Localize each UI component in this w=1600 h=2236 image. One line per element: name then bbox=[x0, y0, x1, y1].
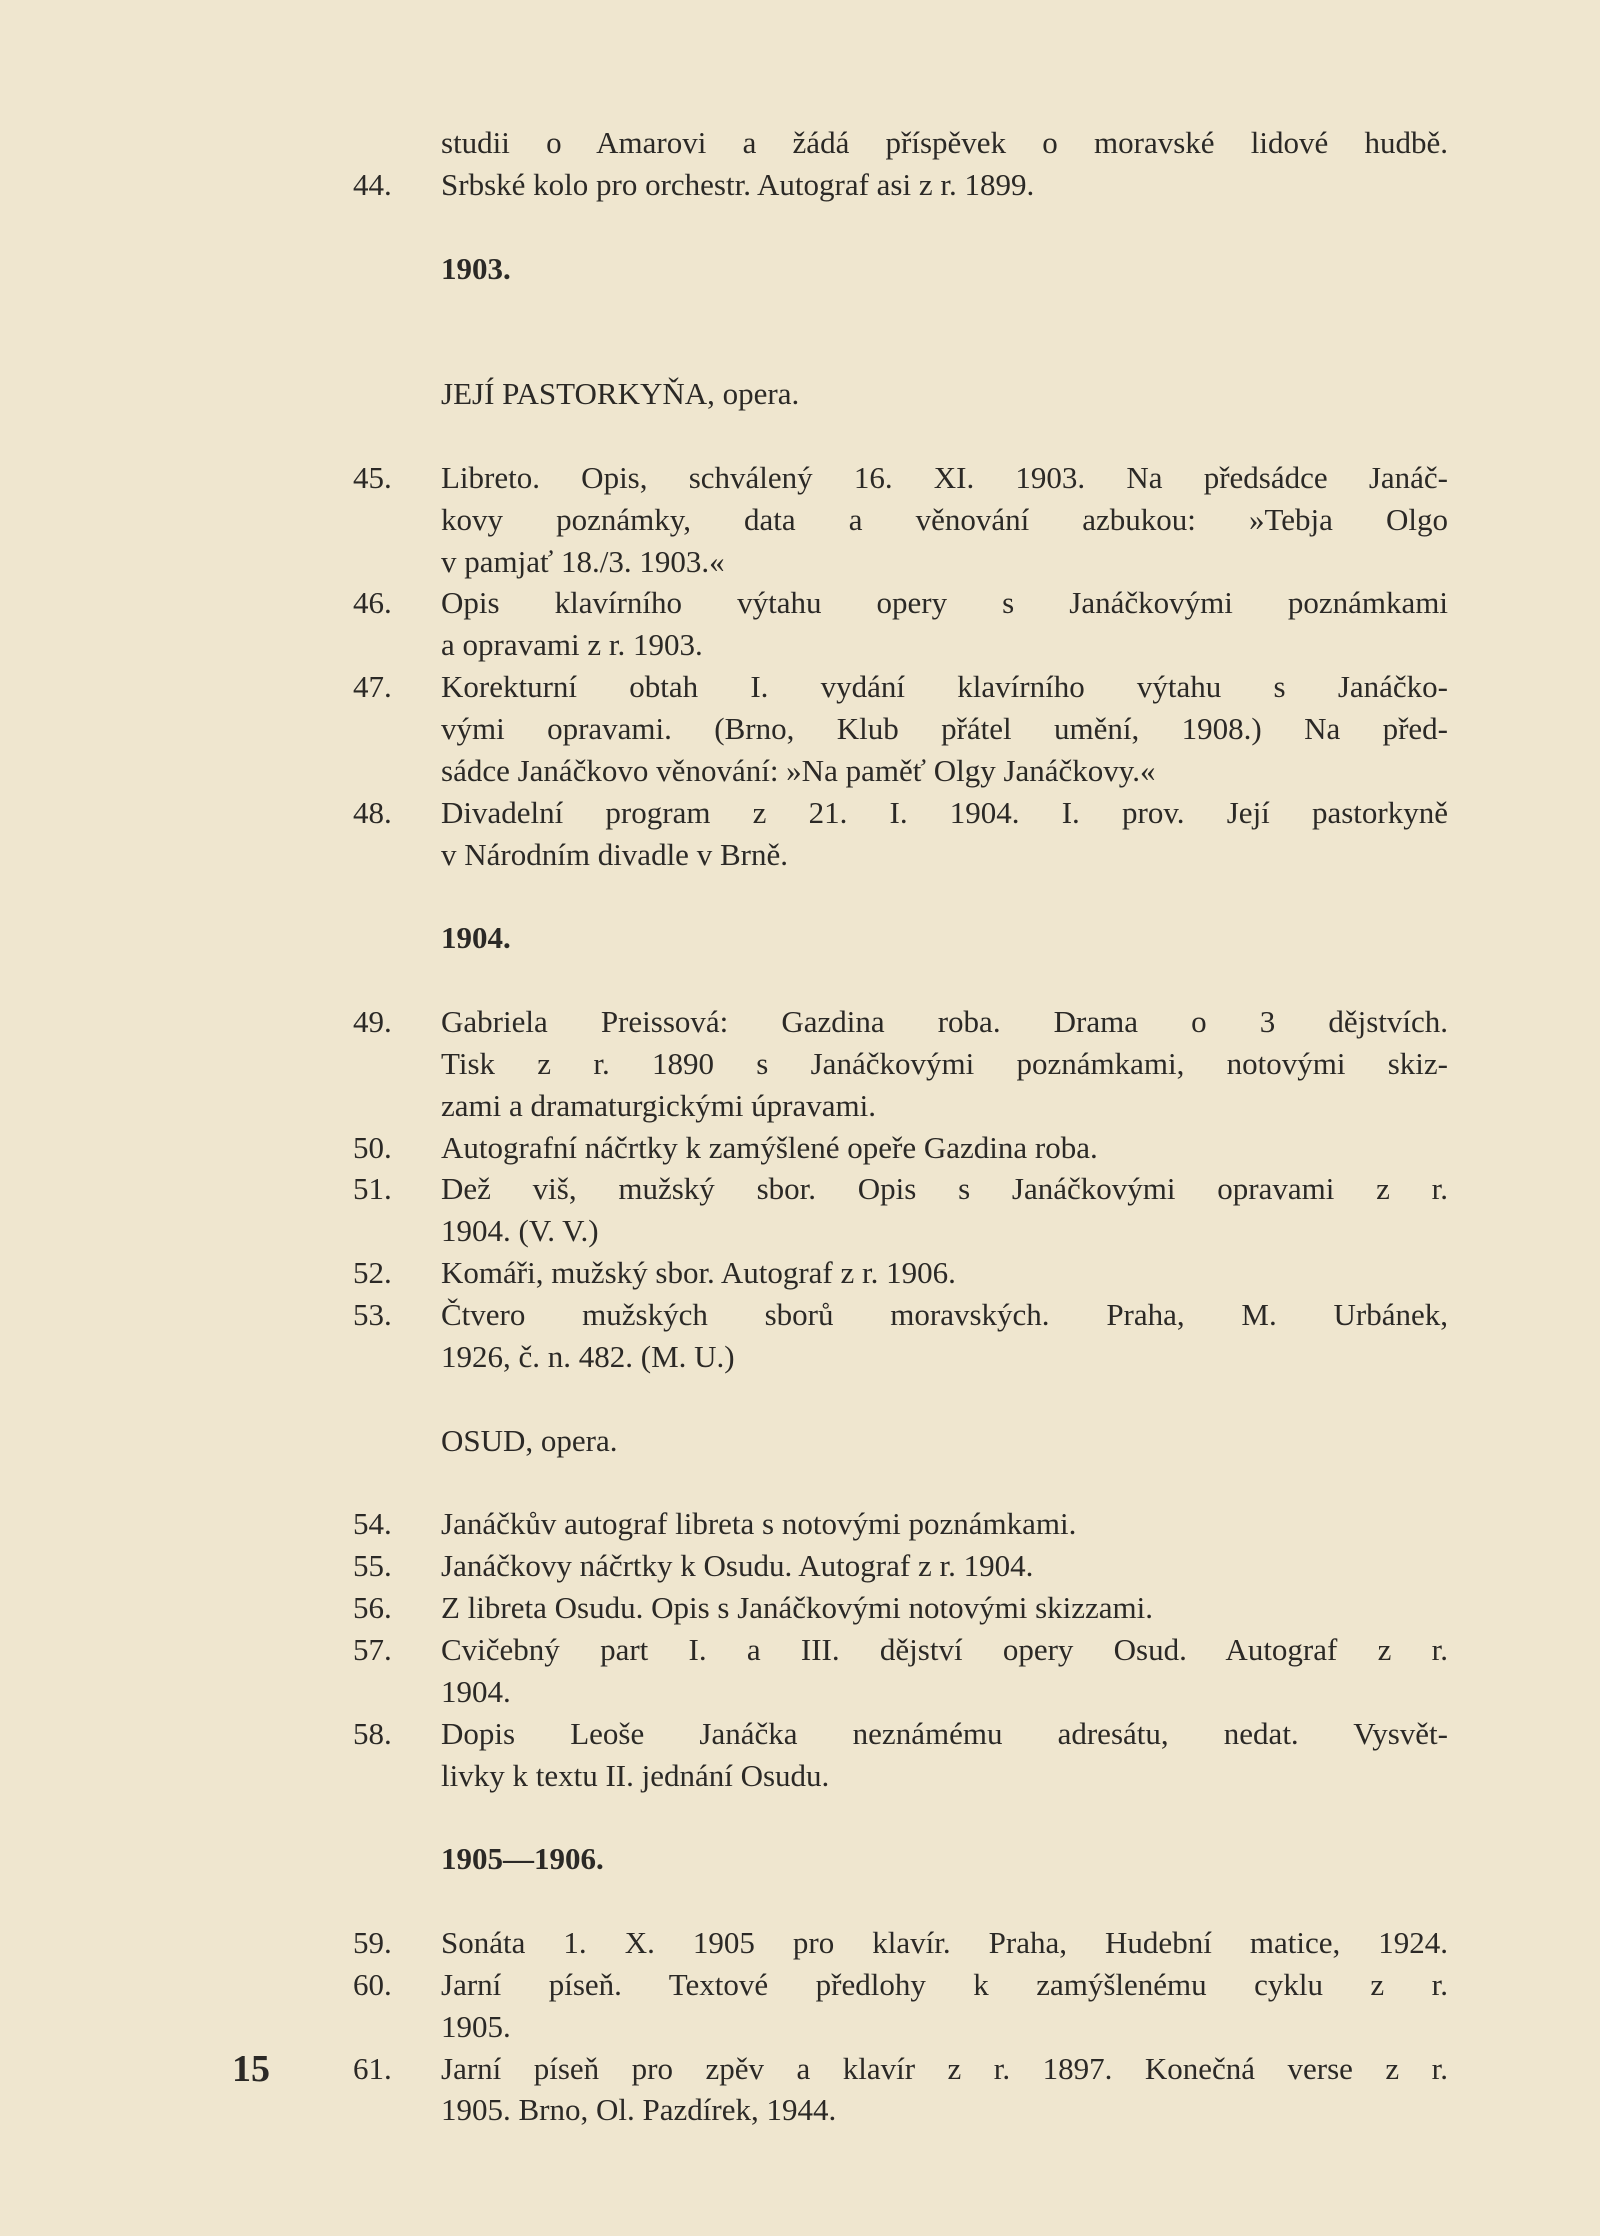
section-heading bbox=[0, 373, 1600, 415]
catalog-entry bbox=[0, 582, 1600, 666]
entry-number: 59. bbox=[353, 1924, 392, 1960]
section-heading bbox=[0, 917, 1600, 959]
blank-line bbox=[0, 1880, 1600, 1922]
entry-text: kovy poznámky, data a věnování azbukou: »Tebja Olgo bbox=[441, 501, 1448, 537]
entry-line bbox=[0, 1085, 1600, 1127]
entry-line bbox=[0, 1252, 1600, 1294]
entry-number: 51. bbox=[353, 1171, 392, 1207]
entry-line bbox=[0, 1671, 1600, 1713]
entry-line bbox=[0, 624, 1600, 666]
entry-number: 46. bbox=[353, 585, 392, 621]
entry-number: 54. bbox=[353, 1506, 392, 1542]
catalog-entry bbox=[0, 164, 1600, 206]
entry-text: Tisk z r. 1890 s Janáčkovými poznámkami, notovými skiz- bbox=[441, 1045, 1448, 1081]
entry-text: Cvičebný part I. a III. dějství opery Osud. Autograf z r. bbox=[441, 1631, 1448, 1667]
entry-line bbox=[0, 834, 1600, 876]
entry-line bbox=[0, 1294, 1600, 1336]
section-heading bbox=[0, 1420, 1600, 1462]
entry-line bbox=[0, 1922, 1600, 1964]
page-number: 15 bbox=[232, 2048, 270, 2090]
catalog-entry bbox=[0, 1127, 1600, 1169]
blank-line bbox=[0, 959, 1600, 1001]
entry-text: Jarní píseň. Textové předlohy k zamýšlenému cyklu z r. bbox=[441, 1966, 1448, 2002]
entry-number: 57. bbox=[353, 1631, 392, 1667]
heading-text: 1903. bbox=[441, 250, 511, 286]
catalog-entry bbox=[0, 1964, 1600, 2048]
entry-line bbox=[0, 1127, 1600, 1169]
catalog-entry bbox=[0, 1587, 1600, 1629]
entry-line bbox=[0, 2006, 1600, 2048]
blank-line bbox=[0, 1796, 1600, 1838]
entry-number: 58. bbox=[353, 1715, 392, 1751]
entry-line bbox=[0, 708, 1600, 750]
entry-line bbox=[0, 1001, 1600, 1043]
entry-line bbox=[0, 1587, 1600, 1629]
entry-text: Sonáta 1. X. 1905 pro klavír. Praha, Hudební matice, 1924. bbox=[441, 1924, 1448, 1960]
entry-text: Z libreta Osudu. Opis s Janáčkovými notovými skizzami. bbox=[441, 1590, 1154, 1626]
entry-text: Gabriela Preissová: Gazdina roba. Drama o 3 dějstvích. bbox=[441, 1004, 1448, 1040]
blank-line bbox=[0, 206, 1600, 248]
entry-number: 53. bbox=[353, 1297, 392, 1333]
entry-line bbox=[0, 1755, 1600, 1797]
blank-line bbox=[0, 289, 1600, 331]
entry-text: Opis klavírního výtahu opery s Janáčkovými poznámkami bbox=[441, 585, 1448, 621]
entry-line bbox=[0, 1629, 1600, 1671]
entry-line bbox=[0, 666, 1600, 708]
entry-text: studii o Amarovi a žádá příspěvek o moravské lidové hudbě. bbox=[441, 125, 1448, 160]
entry-line bbox=[0, 541, 1600, 583]
entry-number: 49. bbox=[353, 1004, 392, 1040]
entry-number: 50. bbox=[353, 1129, 392, 1165]
catalog-entry bbox=[0, 1252, 1600, 1294]
entry-text: 1905. Brno, Ol. Pazdírek, 1944. bbox=[441, 2092, 837, 2128]
catalog-entry bbox=[0, 1545, 1600, 1587]
entry-number: 60. bbox=[353, 1966, 392, 2002]
section-heading bbox=[0, 248, 1600, 290]
entry-line bbox=[0, 1168, 1600, 1210]
entry-text: Komáři, mužský sbor. Autograf z r. 1906. bbox=[441, 1255, 956, 1291]
blank-line bbox=[0, 1378, 1600, 1420]
entry-text: v Národním divadle v Brně. bbox=[441, 836, 788, 872]
blank-line bbox=[0, 1462, 1600, 1504]
entry-number: 55. bbox=[353, 1548, 392, 1584]
entry-text: zami a dramaturgickými úpravami. bbox=[441, 1087, 876, 1123]
entry-number: 47. bbox=[353, 669, 392, 705]
entry-text: vými opravami. (Brno, Klub přátel umění, 1908.) Na před- bbox=[441, 711, 1448, 747]
entry-line bbox=[0, 122, 1600, 164]
entry-line bbox=[0, 1043, 1600, 1085]
entry-line bbox=[0, 582, 1600, 624]
entry-line bbox=[0, 1336, 1600, 1378]
entry-text: Srbské kolo pro orchestr. Autograf asi z r. 1899. bbox=[441, 166, 1035, 202]
entry-text: 1905. bbox=[441, 2008, 511, 2044]
entry-number: 48. bbox=[353, 794, 392, 830]
entry-number: 52. bbox=[353, 1255, 392, 1291]
catalog-entry bbox=[0, 1629, 1600, 1713]
entry-line bbox=[0, 1503, 1600, 1545]
entry-text: a opravami z r. 1903. bbox=[441, 627, 703, 663]
blank-line bbox=[0, 875, 1600, 917]
catalog-entry bbox=[0, 666, 1600, 792]
section-heading bbox=[0, 1838, 1600, 1880]
heading-text: 1904. bbox=[441, 920, 511, 956]
heading-text: 1905—1906. bbox=[441, 1841, 604, 1877]
entry-text: Dopis Leoše Janáčka neznámému adresátu, nedat. Vysvět- bbox=[441, 1715, 1448, 1751]
entry-text: 1904. (V. V.) bbox=[441, 1213, 599, 1249]
entry-text: Janáčkovy náčrtky k Osudu. Autograf z r. 1904. bbox=[441, 1548, 1034, 1584]
entry-number: 56. bbox=[353, 1590, 392, 1626]
blank-line bbox=[0, 331, 1600, 373]
entry-text: Libreto. Opis, schválený 16. XI. 1903. Na předsádce Janáč- bbox=[441, 459, 1448, 495]
entry-line bbox=[0, 1210, 1600, 1252]
entry-text: Divadelní program z 21. I. 1904. I. prov. Její pastorkyně bbox=[441, 794, 1448, 830]
entry-text: Čtvero mužských sborů moravských. Praha, M. Urbánek, bbox=[441, 1297, 1448, 1333]
entry-line bbox=[0, 499, 1600, 541]
heading-text: JEJÍ PASTORKYŇA, opera. bbox=[441, 376, 800, 412]
catalog-entry bbox=[0, 1503, 1600, 1545]
entry-text: Dež viš, mužský sbor. Opis s Janáčkovými opravami z r. bbox=[441, 1171, 1448, 1207]
entry-line bbox=[0, 792, 1600, 834]
entry-text: 1926, č. n. 482. (M. U.) bbox=[441, 1338, 735, 1374]
catalog-entry bbox=[0, 457, 1600, 583]
entry-text: Autografní náčrtky k zamýšlené opeře Gazdina roba. bbox=[441, 1129, 1098, 1165]
entry-number: 44. bbox=[353, 166, 392, 202]
entry-text: sádce Janáčkovo věnování: »Na paměť Olgy Janáčkovy.« bbox=[441, 752, 1156, 788]
entry-text: v pamjať 18./3. 1903.« bbox=[441, 543, 725, 579]
catalog-entry bbox=[0, 1294, 1600, 1378]
heading-text: OSUD, opera. bbox=[441, 1422, 618, 1458]
entry-line bbox=[0, 1713, 1600, 1755]
entry-number: 45. bbox=[353, 459, 392, 495]
catalog-entry bbox=[0, 1922, 1600, 1964]
entry-text: livky k textu II. jednání Osudu. bbox=[441, 1757, 830, 1793]
catalog-entry bbox=[0, 122, 1600, 164]
entry-line bbox=[0, 750, 1600, 792]
entry-line bbox=[0, 1964, 1600, 2006]
entry-text: Korekturní obtah I. vydání klavírního výtahu s Janáčko- bbox=[441, 669, 1448, 705]
catalog-entry bbox=[0, 792, 1600, 876]
entry-number: 61. bbox=[353, 2050, 392, 2086]
catalog-page-body bbox=[0, 122, 1600, 2131]
entry-text: 1904. bbox=[441, 1673, 511, 1709]
entry-line bbox=[0, 1545, 1600, 1587]
entry-text: Jarní píseň pro zpěv a klavír z r. 1897. Konečná verse z r. bbox=[441, 2050, 1448, 2086]
entry-line bbox=[0, 164, 1600, 206]
entry-text: Janáčkův autograf libreta s notovými poznámkami. bbox=[441, 1506, 1077, 1542]
entry-line bbox=[0, 2089, 1600, 2131]
catalog-entry bbox=[0, 1168, 1600, 1252]
entry-line bbox=[0, 457, 1600, 499]
catalog-entry bbox=[0, 1713, 1600, 1797]
catalog-entry bbox=[0, 1001, 1600, 1127]
blank-line bbox=[0, 415, 1600, 457]
